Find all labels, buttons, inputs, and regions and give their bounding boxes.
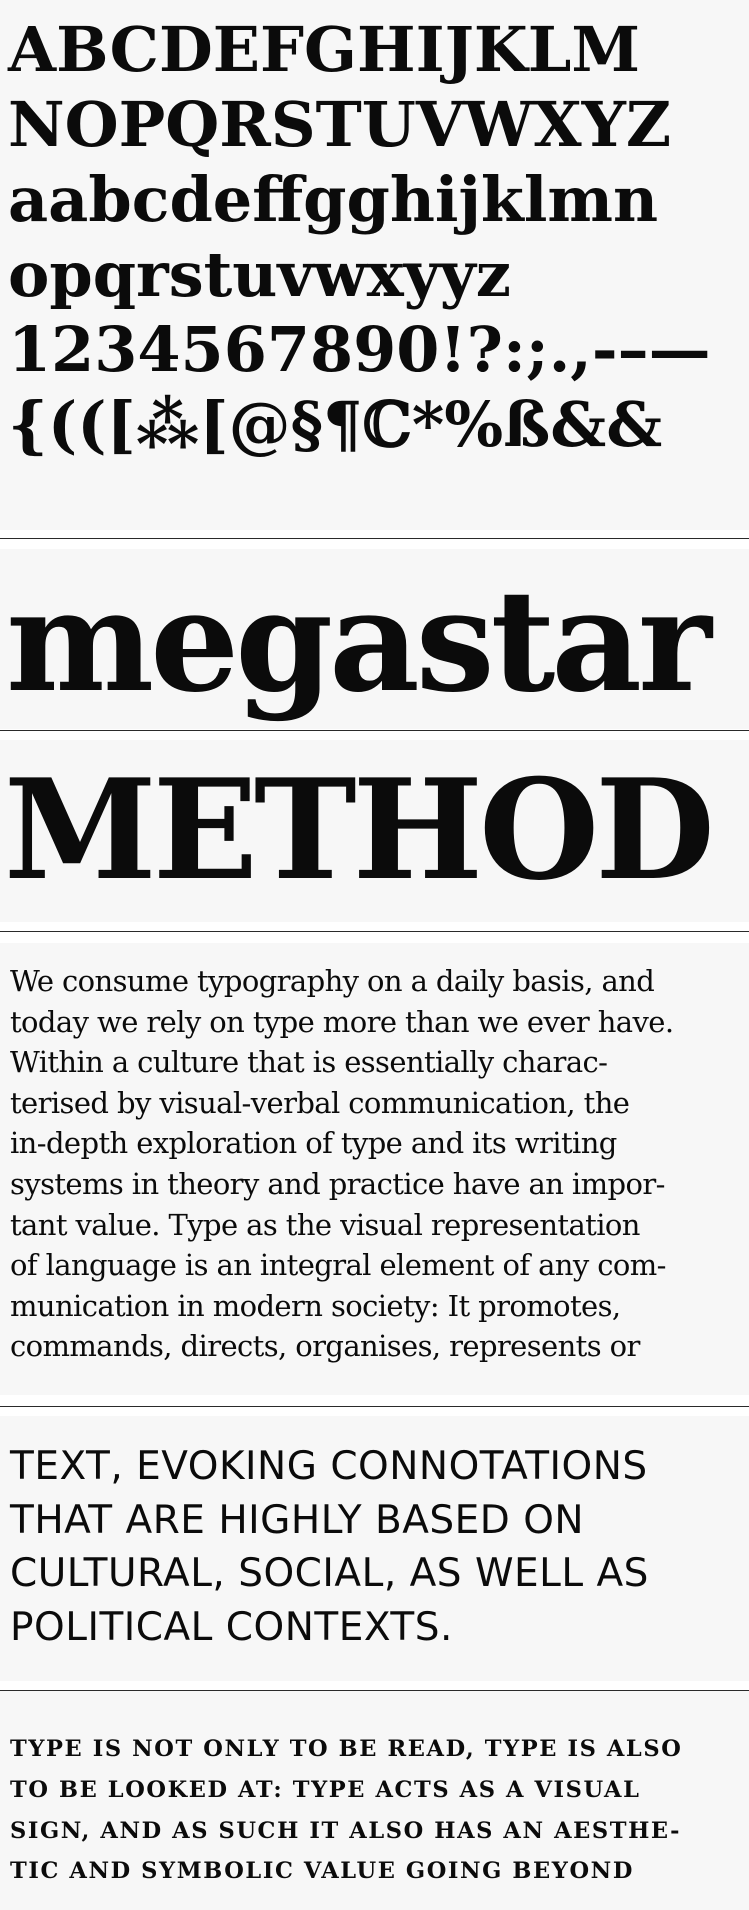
paragraph-line: systems in theory and practice have an impor- — [10, 1166, 665, 1201]
small-caps-line: SIGN, AND AS SUCH IT ALSO HAS AN AESTHE- — [10, 1817, 682, 1844]
caps-line: THAT ARE HIGHLY BASED ON — [10, 1497, 585, 1543]
paragraph-line: We consume typography on a daily basis, and — [10, 964, 655, 998]
display-word-section-2 — [0, 740, 749, 922]
numerals-punctuation-line: 1234567890!?:;.,-–— — [8, 313, 711, 386]
caps-line: TEXT, EVOKING CONNOTATIONS — [10, 1444, 648, 1489]
uppercase-line-2: NOPQRSTUVWXYZ — [8, 88, 672, 161]
paragraph-line: of language is an integral element of any com- — [10, 1248, 666, 1283]
caps-text-section — [0, 1416, 749, 1681]
small-caps-line: TIC AND SYMBOLIC VALUE GOING BEYOND — [10, 1858, 634, 1885]
glyph-set-section — [0, 0, 749, 530]
paragraph-line: today we rely on type more than we ever have. — [10, 1004, 674, 1039]
section-divider — [0, 730, 749, 731]
uppercase-line-1: ABCDEFGHIJKLM — [8, 13, 641, 86]
paragraph-line: Within a culture that is essentially charac- — [10, 1045, 608, 1080]
lowercase-line-2: opqrstuvwxyyz — [8, 238, 511, 311]
section-divider — [0, 931, 749, 932]
paragraph-line: munication in modern society: It promotes, — [10, 1288, 621, 1323]
display-word-method: METHOD — [4, 748, 711, 911]
display-word-section-1 — [0, 549, 749, 729]
small-caps-section — [0, 1691, 749, 1910]
paragraph-line: terised by visual-verbal communication, the — [10, 1085, 630, 1120]
section-divider — [0, 538, 749, 539]
paragraph-line: in-depth exploration of type and its writing — [10, 1126, 617, 1161]
caps-line: POLITICAL CONTEXTS. — [10, 1604, 453, 1650]
symbols-line: {(([⁂[@§¶ℂ*%ß&& — [8, 388, 663, 461]
small-caps-line: TYPE IS NOT ONLY TO BE READ, TYPE IS ALSO — [10, 1736, 683, 1762]
small-caps-line: TO BE LOOKED AT: TYPE ACTS AS A VISUAL — [10, 1776, 641, 1803]
body-text-section — [0, 943, 749, 1395]
lowercase-line-1: aabcdeffgghijklmn — [8, 163, 659, 236]
paragraph-line: commands, directs, organises, represents or — [10, 1329, 640, 1364]
section-divider — [0, 1406, 749, 1407]
display-word-megastar: megastar — [6, 560, 708, 724]
caps-line: CULTURAL, SOCIAL, AS WELL AS — [10, 1551, 649, 1596]
paragraph-line: tant value. Type as the visual representation — [10, 1207, 640, 1242]
